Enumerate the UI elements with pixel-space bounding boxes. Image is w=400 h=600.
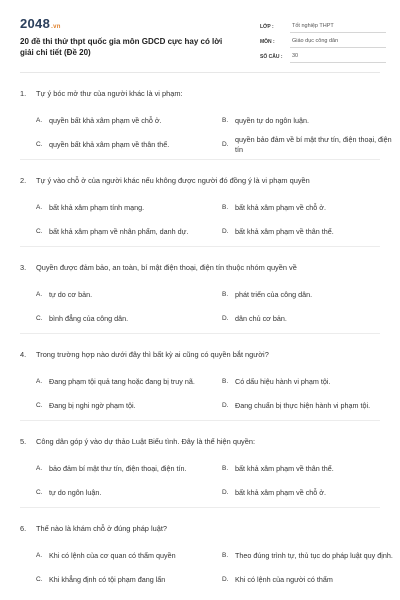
answer-options xyxy=(20,544,393,592)
answer-option-a[interactable] xyxy=(36,196,208,220)
option-letter: B. xyxy=(222,551,229,559)
document-meta xyxy=(260,16,386,66)
option-letter: C. xyxy=(36,140,43,148)
logo-suffix: .vn xyxy=(51,24,61,30)
option-text: bất khả xâm phạm về thân thể. xyxy=(235,226,334,236)
option-text: phát triển của công dân. xyxy=(235,289,313,299)
question-text: Công dân góp ý vào dự thảo Luật Biểu tình. Đây là thể hiện quyền: xyxy=(36,437,256,446)
meta-value: 30 xyxy=(290,53,386,63)
option-text: quyền bất khả xâm phạm về chỗ ở. xyxy=(49,115,162,125)
option-letter: C. xyxy=(36,401,43,409)
option-letter: B. xyxy=(222,116,229,124)
answer-option-b[interactable] xyxy=(222,370,394,394)
answer-option-c[interactable] xyxy=(36,394,208,418)
site-logo[interactable] xyxy=(20,16,235,31)
question-item xyxy=(20,247,380,334)
question-item xyxy=(20,508,393,594)
question-header xyxy=(20,263,380,273)
question-number: 6. xyxy=(20,524,27,533)
answer-option-b[interactable] xyxy=(222,544,394,568)
answer-option-b[interactable] xyxy=(222,109,394,133)
option-text: Đang phạm tội quả tang hoặc đang bị truy nã. xyxy=(49,376,195,386)
option-text: bất khả xâm phạm về chỗ ở. xyxy=(235,487,327,497)
answer-option-c[interactable] xyxy=(36,481,208,505)
option-text: quyền tự do ngôn luận. xyxy=(235,115,309,125)
option-text: tự do cơ bản. xyxy=(49,289,93,299)
option-text: bất khả xâm phạm về nhân phẩm, danh dự. xyxy=(49,226,189,236)
header-left xyxy=(20,16,235,66)
option-text: bất khả xâm phạm về thân thể. xyxy=(235,463,334,473)
option-letter: D. xyxy=(222,314,229,322)
answer-options xyxy=(20,196,380,244)
question-text: Thế nào là khám chỗ ở đúng pháp luật? xyxy=(36,524,167,533)
question-header xyxy=(20,524,380,534)
option-letter: B. xyxy=(222,290,229,298)
meta-label: SỐ CÂU : xyxy=(260,54,283,60)
document-title: 20 đề thi thử thpt quốc gia môn GDCD cực hay có lời giải chi tiết (Đề 20) xyxy=(20,37,223,57)
question-item xyxy=(20,334,380,421)
question-text: Quyền được đảm bảo, an toàn, bí mật điện thoại, điện tín thuộc nhóm quyền về xyxy=(36,263,297,272)
answer-option-b[interactable] xyxy=(222,196,394,220)
question-item xyxy=(20,421,380,508)
answer-option-d[interactable] xyxy=(222,307,394,331)
question-list xyxy=(0,73,400,594)
question-number: 3. xyxy=(20,263,27,272)
option-letter: C. xyxy=(36,575,43,583)
option-text: Khi có lệnh của người có thẩm xyxy=(235,574,333,584)
question-text: Tự ý vào chỗ ở của người khác nếu không được người đó đồng ý là vi phạm quyền xyxy=(36,176,310,185)
option-letter: D. xyxy=(222,227,229,235)
option-letter: B. xyxy=(222,377,229,385)
question-header xyxy=(20,437,380,447)
answer-options xyxy=(20,283,380,331)
option-text: dân chủ cơ bản. xyxy=(235,313,287,323)
option-letter: C. xyxy=(36,314,43,322)
meta-label: MÔN : xyxy=(260,39,275,45)
option-text: bất khả xâm phạm tính mạng. xyxy=(49,202,145,212)
option-letter: D. xyxy=(222,140,229,148)
question-number: 4. xyxy=(20,350,27,359)
answer-option-b[interactable] xyxy=(222,457,394,481)
option-letter: D. xyxy=(222,575,229,583)
option-text: Đang chuẩn bị thực hiện hành vi phạm tội. xyxy=(235,400,371,410)
option-text: Khi có lệnh của cơ quan có thẩm quyền xyxy=(49,550,176,560)
meta-value: Giáo dục công dân xyxy=(290,38,386,48)
answer-options xyxy=(20,457,380,505)
option-letter: A. xyxy=(36,464,43,472)
option-text: quyền bất khả xâm phạm về thân thể. xyxy=(49,139,170,149)
question-number: 1. xyxy=(20,89,27,98)
meta-value: Tốt nghiệp THPT xyxy=(290,23,386,33)
question-number: 2. xyxy=(20,176,27,185)
option-letter: B. xyxy=(222,203,229,211)
answer-option-c[interactable] xyxy=(36,220,208,244)
answer-option-c[interactable] xyxy=(36,568,208,592)
question-item xyxy=(20,160,380,247)
answer-option-d[interactable] xyxy=(222,133,394,157)
option-letter: A. xyxy=(36,377,43,385)
question-text: Tự ý bóc mở thư của người khác là vi phạm: xyxy=(36,89,183,98)
header xyxy=(0,0,400,66)
option-text: tự do ngôn luận. xyxy=(49,487,102,497)
option-letter: A. xyxy=(36,290,43,298)
answer-option-d[interactable] xyxy=(222,394,394,418)
option-letter: D. xyxy=(222,401,229,409)
answer-option-a[interactable] xyxy=(36,283,208,307)
meta-row-class xyxy=(260,18,386,33)
option-letter: A. xyxy=(36,203,43,211)
option-text: quyền bảo đảm về bí mật thư tín, điện thoại, điện tín xyxy=(235,134,392,154)
answer-option-d[interactable] xyxy=(222,481,394,505)
option-text: bảo đảm bí mật thư tín, điện thoại, điện tín. xyxy=(49,463,187,473)
option-text: Có dấu hiệu hành vi phạm tội. xyxy=(235,376,331,386)
question-item xyxy=(20,73,392,160)
meta-row-count xyxy=(260,48,386,63)
question-header xyxy=(20,89,380,99)
option-letter: B. xyxy=(222,464,229,472)
question-header xyxy=(20,176,380,186)
question-text: Trong trường hợp nào dưới đây thì bất kỳ ai cũng có quyền bắt người? xyxy=(36,350,269,359)
option-text: Đang bị nghi ngờ phạm tội. xyxy=(49,400,136,410)
answer-options xyxy=(20,370,380,418)
answer-option-a[interactable] xyxy=(36,457,208,481)
answer-option-b[interactable] xyxy=(222,283,394,307)
answer-option-d[interactable] xyxy=(222,568,394,592)
answer-option-c[interactable] xyxy=(36,307,208,331)
option-letter: D. xyxy=(222,488,229,496)
option-letter: A. xyxy=(36,116,43,124)
answer-option-c[interactable] xyxy=(36,133,208,157)
option-text: Theo đúng trình tự, thủ tục do pháp luật quy định. xyxy=(235,550,393,560)
answer-option-a[interactable] xyxy=(36,544,208,568)
option-text: bất khả xâm phạm về chỗ ở. xyxy=(235,202,327,212)
meta-label: LỚP : xyxy=(260,24,274,30)
option-text: bình đẳng của công dân. xyxy=(49,313,129,323)
answer-options xyxy=(20,109,392,157)
option-letter: C. xyxy=(36,227,43,235)
question-header xyxy=(20,350,380,360)
meta-row-subject xyxy=(260,33,386,48)
answer-option-a[interactable] xyxy=(36,109,208,133)
logo-main: 2048 xyxy=(20,16,51,31)
question-number: 5. xyxy=(20,437,27,446)
option-letter: A. xyxy=(36,551,43,559)
answer-option-a[interactable] xyxy=(36,370,208,394)
option-text: Khi khẳng định có tội phạm đang lẩn xyxy=(49,574,166,584)
option-letter: C. xyxy=(36,488,43,496)
answer-option-d[interactable] xyxy=(222,220,394,244)
